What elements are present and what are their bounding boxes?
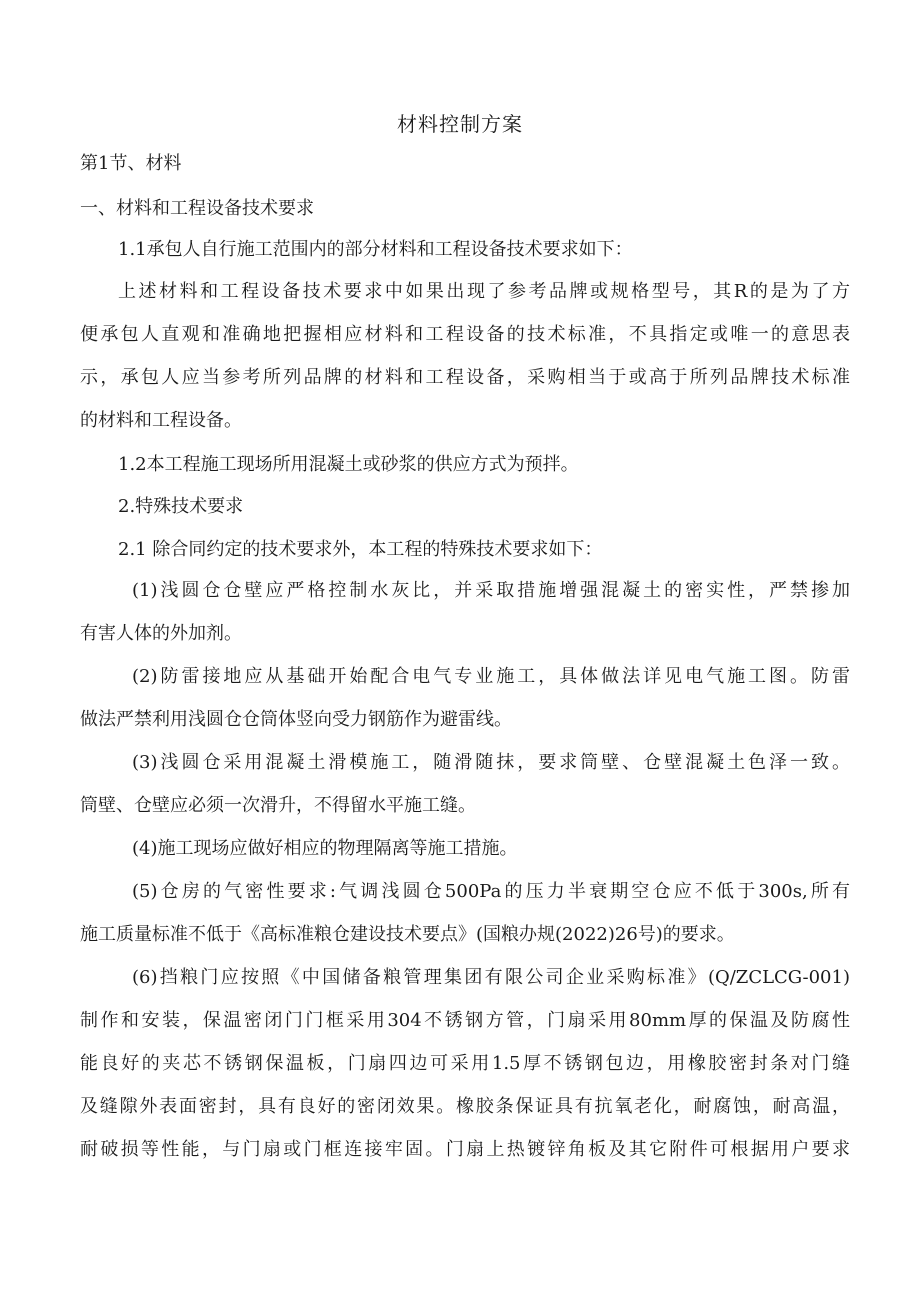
paragraph-line: 2.特殊技术要求	[118, 496, 244, 517]
paragraph-line: 筒壁、仓壁应必须一次滑升，不得留水平施工缝。	[80, 795, 476, 816]
paragraph-line: (2)防雷接地应从基础开始配合电气专业施工，具体做法详见电气施工图。防雷	[132, 666, 850, 687]
paragraph-line: (1)浅圆仓仓壁应严格控制水灰比，并采取措施增强混凝土的密实性，严禁掺加	[132, 580, 850, 601]
paragraph-line: 有害人体的外加剂。	[80, 623, 242, 644]
paragraph-line: 示，承包人应当参考所列品牌的材料和工程设备，采购相当于或高于所列品牌技术标准	[80, 367, 850, 388]
paragraph-line: 的材料和工程设备。	[80, 410, 242, 431]
paragraph-line: 便承包人直观和准确地把握相应材料和工程设备的技术标准，不具指定或唯一的意思表	[80, 324, 850, 345]
paragraph-line: (3)浅圆仓采用混凝土滑模施工，随滑随抹，要求筒壁、仓壁混凝土色泽一致。	[132, 752, 850, 773]
paragraph-line: 及缝隙外表面密封，具有良好的密闭效果。橡胶条保证具有抗氧老化，耐腐蚀，耐高温，	[80, 1096, 850, 1117]
paragraph-line: 做法严禁利用浅圆仓仓筒体竖向受力钢筋作为避雷线。	[80, 709, 512, 730]
paragraph-line: 1.2本工程施工现场所用混凝土或砂浆的供应方式为预拌。	[118, 454, 579, 475]
subsection-heading: 一、材料和工程设备技术要求	[80, 198, 314, 219]
paragraph-line: (6)挡粮门应按照《中国储备粮管理集团有限公司企业采购标准》(Q/ZCLCG-001)	[132, 967, 850, 988]
paragraph-line: 耐破损等性能，与门扇或门框连接牢固。门扇上热镀锌角板及其它附件可根据用户要求	[80, 1139, 850, 1160]
paragraph-line: 2.1 除合同约定的技术要求外，本工程的特殊技术要求如下：	[118, 539, 603, 560]
paragraph-line: 能良好的夹芯不锈钢保温板，门扇四边可采用1.5厚不锈钢包边，用橡胶密封条对门缝	[80, 1053, 850, 1074]
section-heading: 第1节、材料	[80, 153, 182, 174]
paragraph-line: 1.1承包人自行施工范围内的部分材料和工程设备技术要求如下：	[118, 239, 633, 260]
paragraph-line: (4)施工现场应做好相应的物理隔离等施工措施。	[132, 838, 518, 859]
paragraph-line: 施工质量标准不低于《高标准粮仓建设技术要点》(国粮办规(2022)26号)的要求。	[80, 924, 735, 945]
paragraph-line: (5)仓房的气密性要求:气调浅圆仓500Pa的压力半衰期空仓应不低于300s,所有	[132, 881, 850, 902]
paragraph-line: 上述材料和工程设备技术要求中如果出现了参考品牌或规格型号，其R的是为了方	[118, 281, 850, 302]
document-title: 材料控制方案	[397, 112, 523, 136]
paragraph-line: 制作和安装，保温密闭门门框采用304不锈钢方管，门扇采用80mm厚的保温及防腐性	[80, 1010, 850, 1031]
